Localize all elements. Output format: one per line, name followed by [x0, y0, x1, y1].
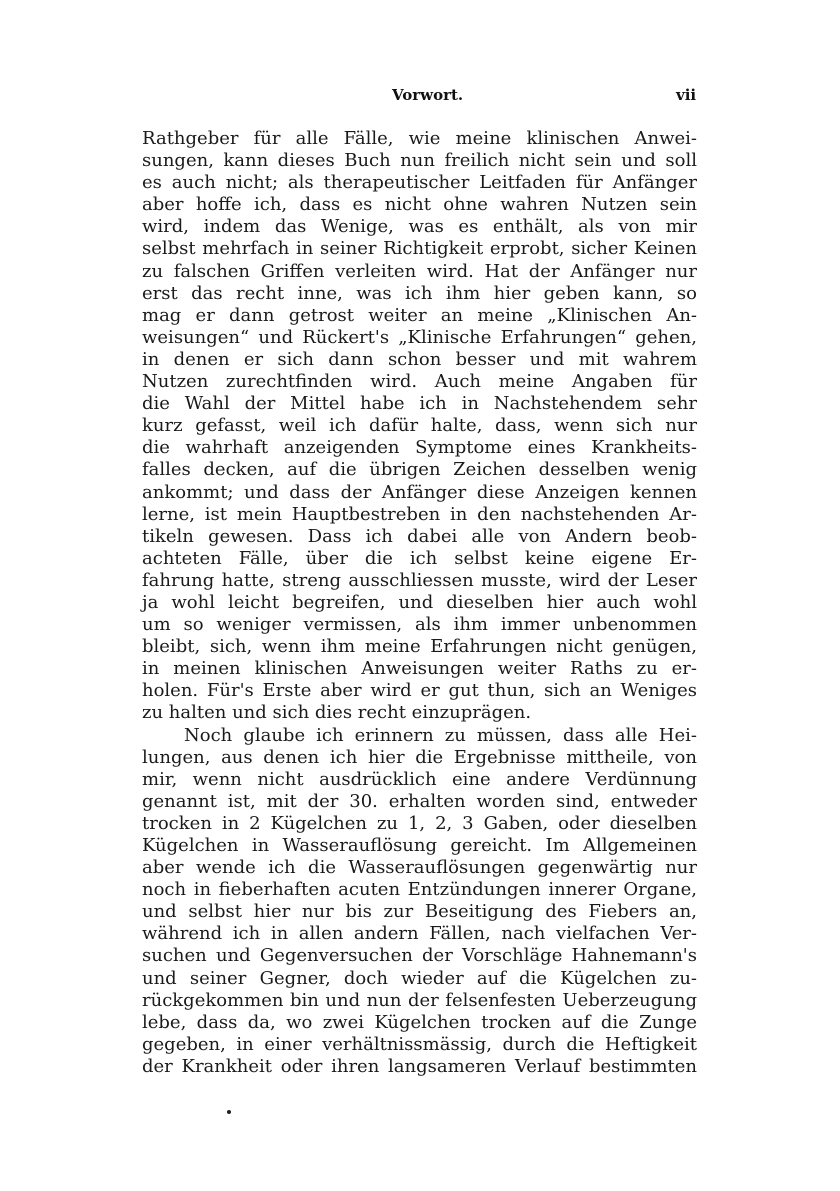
text-line: sungen, kann dieses Buch nun freilich nicht sein und soll [142, 150, 697, 172]
text-line: und selbst hier nur bis zur Beseitigung des Fiebers an, [142, 901, 697, 923]
text-line: um so weniger vermissen, als ihm immer unbenommen [142, 614, 697, 636]
text-line: die Wahl der Mittel habe ich in Nachstehendem sehr [142, 393, 697, 415]
text-line: zu falschen Griffen verleiten wird. Hat der Anfänger nur [142, 260, 697, 282]
text-line: in denen er sich dann schon besser und mit wahrem [142, 348, 697, 370]
text-line: wird, indem das Wenige, was es enthält, als von mir [142, 216, 697, 238]
text-line: ja wohl leicht begreifen, und dieselben hier auch wohl [142, 591, 697, 613]
paragraph-end-line: zu halten und sich dies recht einzuprägen. [142, 702, 532, 724]
page-number: vii [676, 86, 697, 104]
text-line: aber hoffe ich, dass es nicht ohne wahren Nutzen sein [142, 194, 697, 216]
text-line: bleibt, sich, wenn ihm meine Erfahrungen nicht genügen, [142, 636, 697, 658]
text-line: trocken in 2 Kügelchen zu 1, 2, 3 Gaben, oder dieselben [142, 812, 697, 834]
text-line: suchen und Gegenversuchen der Vorschläge Hahnemann's [142, 945, 697, 967]
text-line: aber wende ich die Wasserauflösungen gegenwärtig nur [142, 857, 697, 879]
text-line: Rathgeber für alle Fälle, wie meine klinischen Anwei- [142, 128, 697, 149]
text-line: genannt ist, mit der 30. erhalten worden sind, entweder [142, 790, 697, 812]
text-line: lungen, aus denen ich hier die Ergebnisse mittheile, von [142, 746, 697, 768]
running-head: Vorwort. [392, 86, 464, 104]
paragraph-start-line: Noch glaube ich erinnern zu müssen, dass alle Hei- [184, 724, 697, 746]
ink-speck [227, 1110, 231, 1114]
text-line: während ich in allen andern Fällen, nach vielfachen Ver- [142, 923, 697, 945]
text-line: Nutzen zurechtfinden wird. Auch meine Angaben für [142, 371, 697, 393]
text-line: es auch nicht; als therapeutischer Leitfaden für Anfänger [142, 172, 697, 194]
text-line: lerne, ist mein Hauptbestreben in den nachstehenden Ar- [142, 503, 697, 525]
text-line: holen. Für's Erste aber wird er gut thun, sich an Weniges [142, 680, 697, 702]
text-line: mag er dann getrost weiter an meine „Klinischen An- [142, 304, 697, 326]
text-line: selbst mehrfach in seiner Richtigkeit erprobt, sicher Keinen [142, 238, 697, 260]
text-line: die wahrhaft anzeigenden Symptome eines Krankheits- [142, 437, 697, 459]
text-line: ankommt; und dass der Anfänger diese Anzeigen kennen [142, 481, 697, 503]
text-line: achteten Fälle, über die ich selbst keine eigene Er- [142, 547, 697, 569]
text-line: noch in fieberhaften acuten Entzündungen innerer Organe, [142, 879, 697, 901]
text-line: mir, wenn nicht ausdrücklich eine andere Verdünnung [142, 768, 697, 790]
text-line: Kügelchen in Wasserauflösung gereicht. Im Allgemeinen [142, 835, 697, 856]
text-line: und seiner Gegner, doch wieder auf die Kügelchen zu- [142, 967, 697, 989]
text-line: erst das recht inne, was ich ihm hier geben kann, so [142, 282, 697, 304]
text-line: weisungen“ und Rückert's „Klinische Erfahrungen“ gehen, [142, 326, 697, 348]
text-line: falles decken, auf die übrigen Zeichen desselben wenig [142, 459, 697, 481]
text-line: rückgekommen bin und nun der felsenfesten Ueberzeugung [142, 989, 697, 1011]
page-header [0, 86, 840, 108]
text-line: der Krankheit oder ihren langsameren Verlauf bestimmten [142, 1055, 697, 1077]
text-line: tikeln gewesen. Dass ich dabei alle von Andern beob- [142, 525, 697, 547]
body-text [142, 128, 697, 1078]
text-line: gegeben, in einer verhältnissmässig, durch die Heftigkeit [142, 1033, 697, 1055]
text-line: in meinen klinischen Anweisungen weiter Raths zu er- [142, 658, 697, 680]
text-line: lebe, dass da, wo zwei Kügelchen trocken auf die Zunge [142, 1011, 697, 1033]
text-line: fahrung hatte, streng ausschliessen musste, wird der Leser [142, 569, 697, 591]
text-line: kurz gefasst, weil ich dafür halte, dass, wenn sich nur [142, 415, 697, 437]
